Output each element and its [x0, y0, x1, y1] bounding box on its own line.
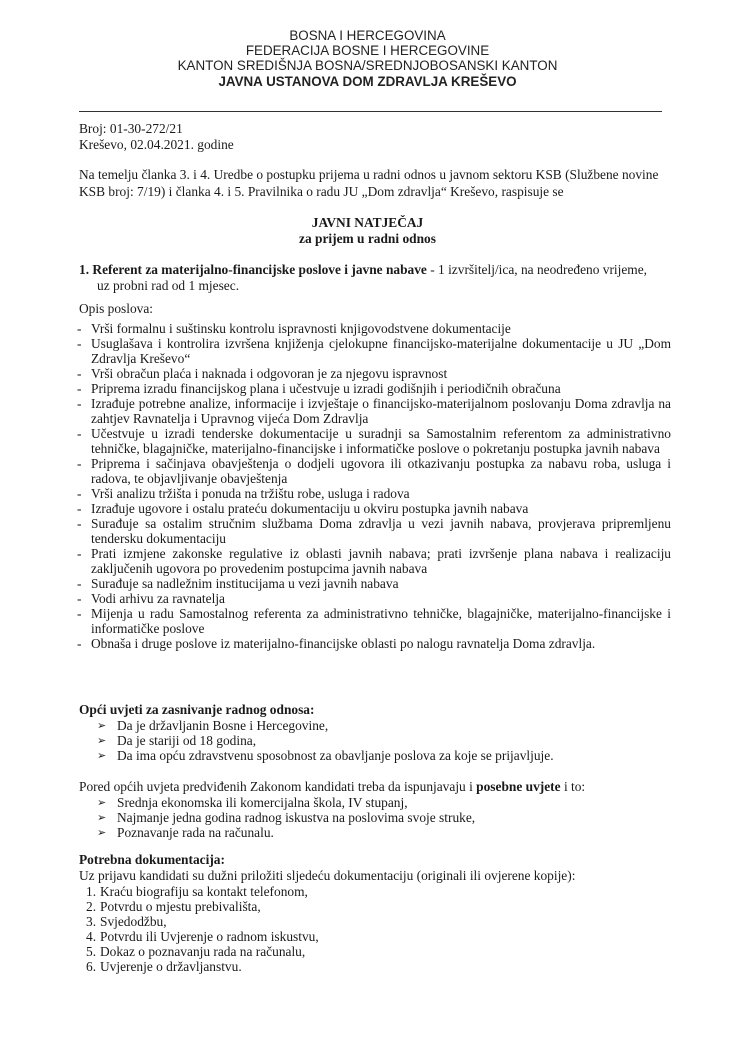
list-item: 1. Kraću biografiju sa kontakt telefonom,: [86, 884, 308, 899]
list-item: - Izrađuje ugovore i ostalu prateću dokumentaciju u okviru postupka javnih nabava: [79, 501, 671, 516]
header-country: BOSNA I HERCEGOVINA: [289, 28, 446, 43]
position-number: 1.: [79, 262, 90, 277]
position-name: Referent za materijalno-financijske poslove i javne nabave: [92, 262, 427, 277]
header-divider: [79, 111, 662, 112]
special-conditions-list: [97, 795, 677, 840]
intro-line-1: Na temelju članka 3. i 4. Uredbe o postupku prijema u radni odnos u javnom sektoru KSB (Službene novine: [79, 167, 659, 182]
header-institution: JAVNA USTANOVA DOM ZDRAVLJA KREŠEVO: [218, 74, 517, 89]
duties-heading: Opis poslova:: [79, 301, 154, 316]
list-item: - Surađuje sa ostalim stručnim službama Doma zdravlja u vezi javnih nabava, provjerava pripremljenu tendersku dokumentaciju: [79, 516, 671, 546]
list-item: - Surađuje sa nadležnim institucijama u vezi javnih nabava: [79, 576, 671, 591]
list-item: - Vodi arhivu za ravnatelja: [79, 591, 671, 606]
duties-list: [79, 321, 671, 651]
position-line-2: uz probni rad od 1 mjesec.: [97, 278, 240, 293]
documentation-intro: Uz prijavu kandidati su dužni priložiti sljedeću dokumentaciju (originali ili ovjerene kopije):: [79, 868, 576, 883]
intro-line-2: KSB broj: 7/19) i članka 4. i 5. Pravilnika o radu JU „Dom zdravlja“ Kreševo, raspisuje se: [79, 184, 564, 199]
general-conditions-heading: Opći uvjeti za zasnivanje radnog odnosa:: [79, 702, 315, 717]
reference-number: Broj: 01-30-272/21: [79, 121, 183, 136]
list-item: - Izrađuje potrebne analize, informacije i izvještaje o financijsko-materijalnom poslovanju Doma zdravlja na zahtjev Ravnatelja i Upravnog vijeća Dom Zdravlja: [79, 396, 671, 426]
list-item: ➢ Srednja ekonomska ili komercijalna škola, IV stupanj,: [97, 795, 408, 810]
list-item: ➢ Da je stariji od 18 godina,: [97, 733, 257, 748]
arrow-bullet-icon: ➢: [97, 796, 107, 809]
list-item: - Vrši formalnu i suštinsku kontrolu ispravnosti knjigovodstvene dokumentacije: [79, 321, 671, 336]
document-title: JAVNI NATJEČAJ: [311, 215, 424, 230]
list-item: - Usuglašava i kontrolira izvršena knjiženja cjelokupne financijsko-materijalne dokumentacije u JU „Dom Zdravlja Kreševo“: [79, 336, 671, 366]
list-item: - Priprema izradu financijskog plana i učestvuje u izradi godišnjih i periodičnih obračuna: [79, 381, 671, 396]
documentation-heading: Potrebna dokumentacija:: [79, 852, 225, 867]
position-details: - 1 izvršitelj/ica, na neodređeno vrijeme,: [426, 262, 648, 277]
special-conditions-intro: Pored općih uvjeta predviđenih Zakonom kandidati treba da ispunjavaju i posebne uvjete i to:: [79, 779, 586, 794]
list-item: 5. Dokaz o poznavanju rada na računalu,: [86, 944, 306, 959]
list-item: ➢ Da ima opću zdravstvenu sposobnost za obavljanje poslova za koje se prijavljuje.: [97, 748, 554, 763]
header-federation: FEDERACIJA BOSNE I HERCEGOVINE: [245, 43, 490, 58]
list-item: - Učestvuje u izradi tenderske dokumentacije u suradnji sa Samostalnim referentom za administrativno tehničke, blagajničke, materijalno-financijske i informatičke poslove o pokretanju postupka javnih nabava: [79, 426, 671, 456]
list-item: - Mijenja u radu Samostalnog referenta za administrativno tehničke, blagajničke, materijalno-financijske i informatičke poslove: [79, 606, 671, 636]
list-item: - Vrši obračun plaća i naknada i odgovoran je za njegovu ispravnost: [79, 366, 671, 381]
list-item: 4. Potvrdu ili Uvjerenje o radnom iskustvu,: [86, 929, 319, 944]
header-canton: KANTON SREDIŠNJA BOSNA/SREDNJOBOSANSKI KANTON: [177, 58, 558, 73]
arrow-bullet-icon: ➢: [97, 719, 107, 732]
list-item: - Vrši analizu tržišta i ponuda na tržištu robe, usluga i radova: [79, 486, 671, 501]
list-item: 6. Uvjerenje o državljanstvu.: [86, 959, 242, 974]
list-item: ➢ Najmanje jedna godina radnog iskustva na poslovima svoje struke,: [97, 810, 476, 825]
arrow-bullet-icon: ➢: [97, 749, 107, 762]
arrow-bullet-icon: ➢: [97, 826, 107, 839]
list-item: 2. Potvrdu o mjestu prebivališta,: [86, 899, 261, 914]
list-item: - Prati izmjene zakonske regulative iz oblasti javnih nabava; prati izvršenje plana nabava i realizaciju zaključenih ugovora po provedenim postupcima javnih nabava: [79, 546, 671, 576]
arrow-bullet-icon: ➢: [97, 811, 107, 824]
list-item: ➢ Da je državljanin Bosne i Hercegovine,: [97, 718, 329, 733]
document-subtitle: za prijem u radni odnos: [299, 231, 436, 246]
list-item: 3. Svjedodžbu,: [86, 914, 167, 929]
list-item: ➢ Poznavanje rada na računalu.: [97, 825, 274, 840]
list-item: - Priprema i sačinjava obavještenja o dodjeli ugovora ili otkazivanju postupka za nabavu roba, usluga i radova, te objavljivanje obavještenja: [79, 456, 671, 486]
list-item: - Obnaša i druge poslove iz materijalno-financijske oblasti po nalogu ravnatelja Doma zdravlja.: [79, 636, 671, 651]
documentation-list: [86, 884, 666, 974]
general-conditions-list: [97, 718, 677, 763]
arrow-bullet-icon: ➢: [97, 734, 107, 747]
place-date: Kreševo, 02.04.2021. godine: [79, 137, 234, 152]
position-line-1: [79, 262, 679, 277]
